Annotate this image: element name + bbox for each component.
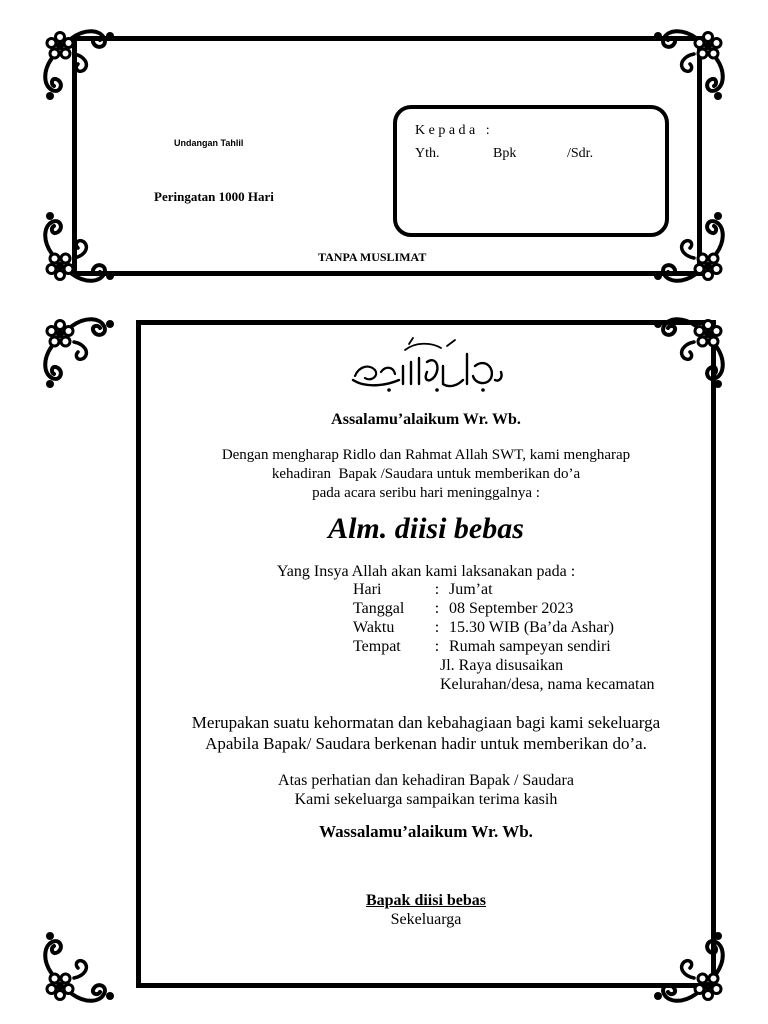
- intro-line: kehadiran Bapak /Saudara untuk memberikan do’a: [271, 466, 581, 482]
- address-sdr: /Sdr.: [567, 146, 594, 161]
- floral-corner-ornament-icon: [38, 24, 118, 104]
- schedule-row-time: Waktu : 15.30 WIB (Ba’da Ashar): [353, 619, 614, 636]
- signature-name: Bapak diisi bebas: [365, 892, 487, 909]
- floral-corner-ornament-icon: [38, 928, 118, 1008]
- thanks-line: Kami sekeluarga sampaikan terima kasih: [294, 791, 558, 808]
- schedule-value: Rumah sampeyan sendiri: [449, 638, 611, 655]
- schedule-label: Tempat: [353, 638, 401, 655]
- greeting: Assalamu’alaikum Wr. Wb.: [331, 411, 521, 428]
- floral-corner-ornament-icon: [650, 312, 730, 392]
- address-to-label: K e p a d a :: [415, 123, 490, 138]
- schedule-row-place: Tempat : Rumah sampeyan sendiri: [353, 638, 611, 655]
- deceased-name: Alm. diisi bebas: [328, 512, 524, 545]
- envelope-small-title: Undangan Tahlil: [174, 138, 244, 148]
- address-bpk: Bpk: [493, 146, 517, 161]
- intro-line: pada acara seribu hari meninggalnya :: [312, 485, 540, 501]
- intro-line: Dengan mengharap Ridlo dan Rahmat Allah SWT, kami mengharap: [221, 447, 631, 463]
- floral-corner-ornament-icon: [38, 208, 118, 288]
- bismillah-calligraphy-icon: [345, 336, 507, 396]
- floral-corner-ornament-icon: [650, 928, 730, 1008]
- schedule-place-line: Kelurahan/desa, nama kecamatan: [440, 676, 655, 693]
- signature-role: Sekeluarga: [390, 911, 462, 928]
- schedule-place-line: Jl. Raya disusaikan: [440, 657, 564, 674]
- schedule-value: 15.30 WIB (Ba’da Ashar): [449, 619, 614, 636]
- schedule-row-day: Hari : Jum’at: [353, 581, 493, 598]
- schedule-intro: Yang Insya Allah akan kami laksanakan pada :: [276, 563, 576, 580]
- schedule-label: Hari: [353, 581, 382, 598]
- envelope-footer-note: TANPA MUSLIMAT: [318, 250, 427, 264]
- schedule-value: Jum’at: [449, 581, 493, 598]
- schedule-row-date: Tanggal : 08 September 2023: [353, 600, 574, 617]
- schedule-value: 08 September 2023: [449, 600, 574, 617]
- schedule-label: Waktu: [353, 619, 395, 636]
- floral-corner-ornament-icon: [650, 24, 730, 104]
- address-box: [393, 105, 669, 237]
- thanks-line: Atas perhatian dan kehadiran Bapak / Saudara: [278, 772, 574, 789]
- honor-line: Merupakan suatu kehormatan dan kebahagiaan bagi kami sekeluarga: [191, 713, 661, 732]
- closing: Wassalamu’alaikum Wr. Wb.: [319, 822, 533, 841]
- address-yth: Yth.: [415, 146, 440, 161]
- schedule-label: Tanggal: [353, 600, 405, 617]
- honor-line: Apabila Bapak/ Saudara berkenan hadir untuk memberikan do’a.: [205, 734, 647, 753]
- envelope-subtitle: Peringatan 1000 Hari: [154, 189, 274, 204]
- floral-corner-ornament-icon: [38, 312, 118, 392]
